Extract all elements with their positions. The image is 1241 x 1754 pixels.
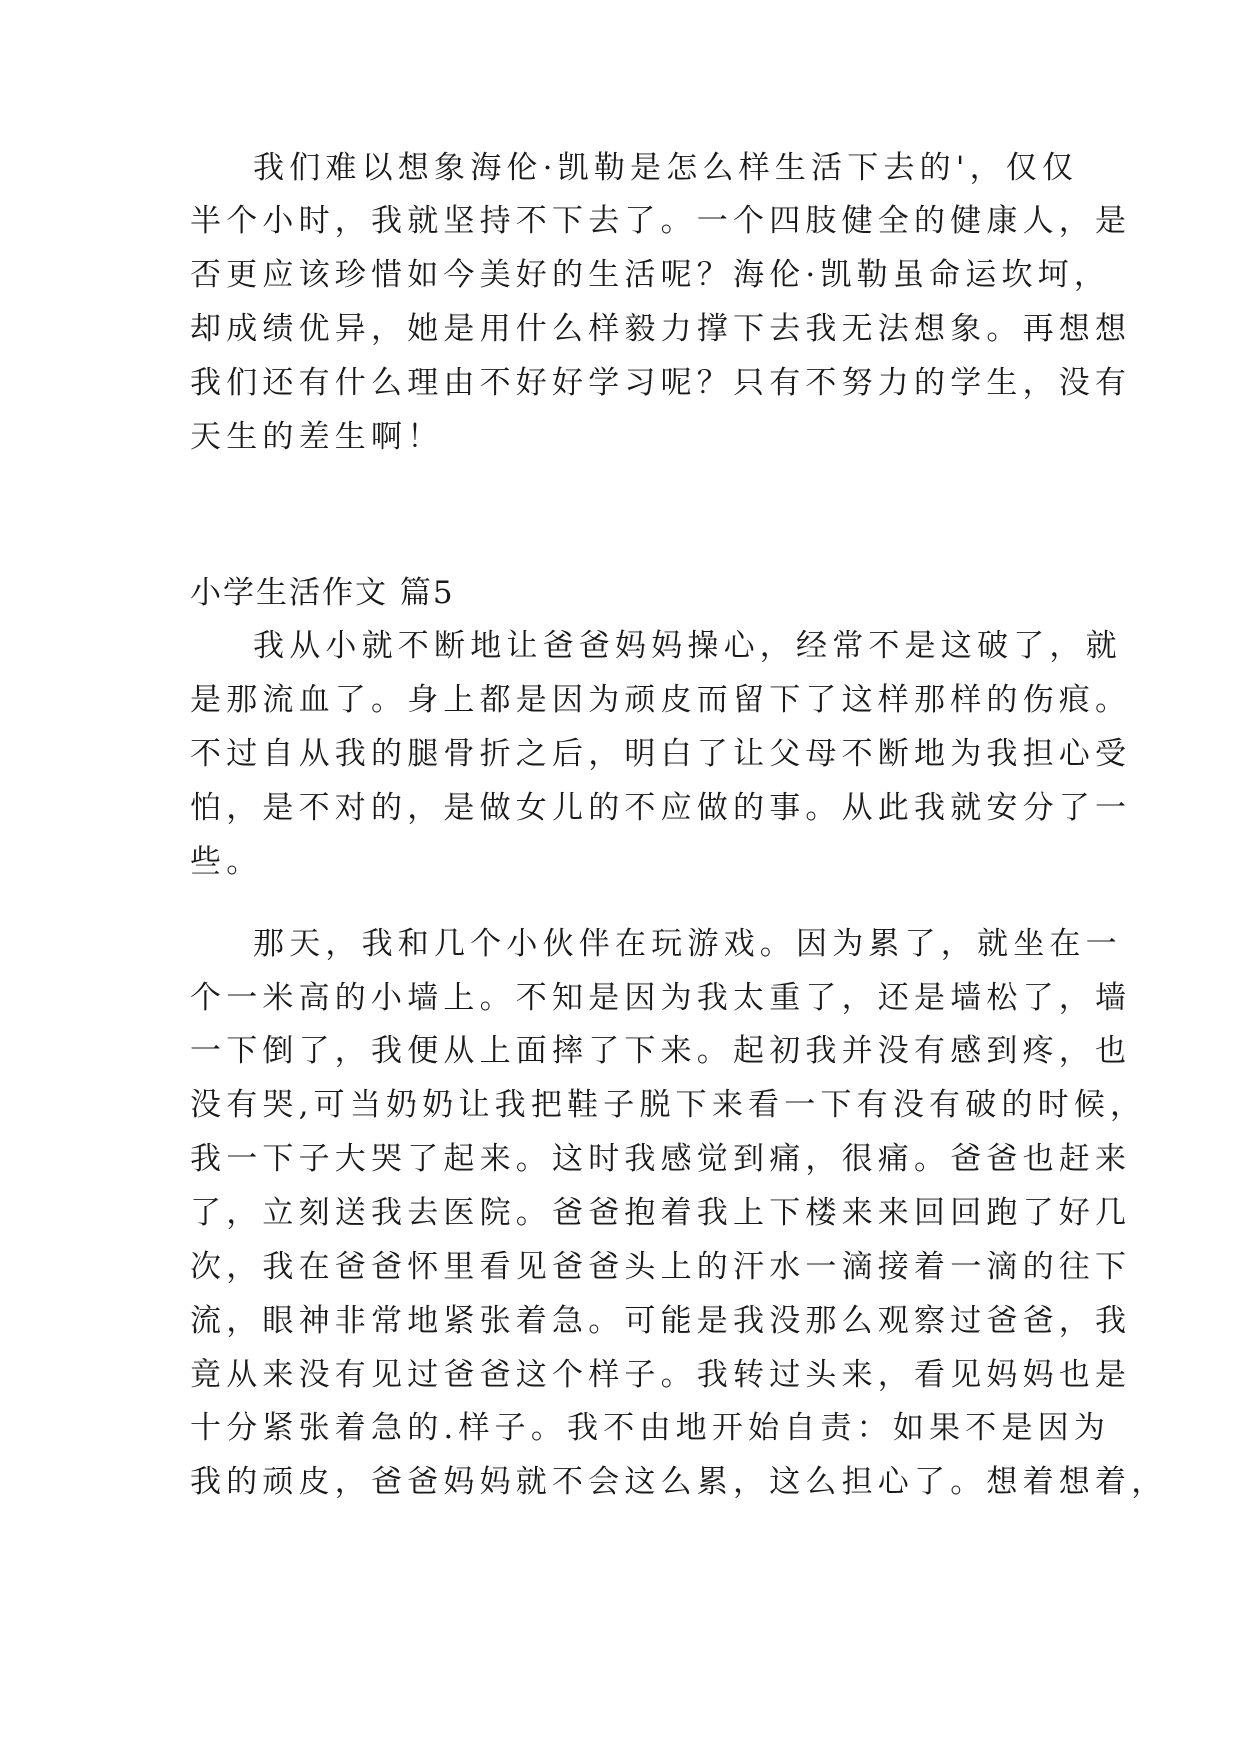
text-line: 我们还有什么理由不好好学习呢？只有不努力的学生，没有 — [190, 365, 1132, 401]
text-line: 个一米高的小墙上。不知是因为我太重了，还是墙松了，墙 — [190, 980, 1132, 1016]
text-line: 否更应该珍惜如今美好的生活呢？海伦·凯勒虽命运坎坷， — [190, 257, 1111, 293]
text-line: 竟从来没有见过爸爸这个样子。我转过头来，看见妈妈也是 — [190, 1357, 1132, 1393]
text-line: 我的顽皮，爸爸妈妈就不会这么累，这么担心了。想着想着， — [190, 1464, 1168, 1500]
text-line: 没有哭,可当奶奶让我把鞋子脱下来看一下有没有破的时候， — [190, 1087, 1147, 1123]
text-line: 不过自从我的腿骨折之后，明白了让父母不断地为我担心受 — [190, 736, 1132, 772]
text-line: 却成绩优异，她是用什么样毅力撑下去我无法想象。再想想 — [190, 311, 1132, 347]
text-line: 十分紧张着急的.样子。我不由地开始自责：如果不是因为 — [190, 1410, 1111, 1446]
text-line: 我们难以想象海伦·凯勒是怎么样生活下去的'，仅仅 — [253, 150, 1079, 186]
text-line: 天生的差生啊！ — [190, 419, 444, 455]
text-line: 我从小就不断地让爸爸妈妈操心，经常不是这破了，就 — [253, 628, 1122, 664]
text-line: 我一下子大哭了起来。这时我感觉到痛，很痛。爸爸也赶来 — [190, 1141, 1132, 1177]
text-line: 半个小时，我就坚持不下去了。一个四肢健全的健康人，是 — [190, 203, 1132, 239]
text-line: 些。 — [190, 844, 263, 880]
text-line: 次，我在爸爸怀里看见爸爸头上的汗水一滴接着一滴的往下 — [190, 1249, 1132, 1285]
text-line: 流，眼神非常地紧张着急。可能是我没那么观察过爸爸，我 — [190, 1303, 1132, 1339]
text-line: 一下倒了，我便从上面摔了下来。起初我并没有感到疼，也 — [190, 1033, 1132, 1069]
text-line: 是那流血了。身上都是因为顽皮而留下了这样那样的伤痕。 — [190, 682, 1132, 718]
section-heading: 小学生活作文 篇5 — [190, 575, 455, 611]
text-line: 那天，我和几个小伙伴在玩游戏。因为累了，就坐在一 — [253, 926, 1122, 962]
text-line: 怕，是不对的，是做女儿的不应做的事。从此我就安分了一 — [190, 790, 1132, 826]
text-line: 了，立刻送我去医院。爸爸抱着我上下楼来来回回跑了好几 — [190, 1195, 1132, 1231]
